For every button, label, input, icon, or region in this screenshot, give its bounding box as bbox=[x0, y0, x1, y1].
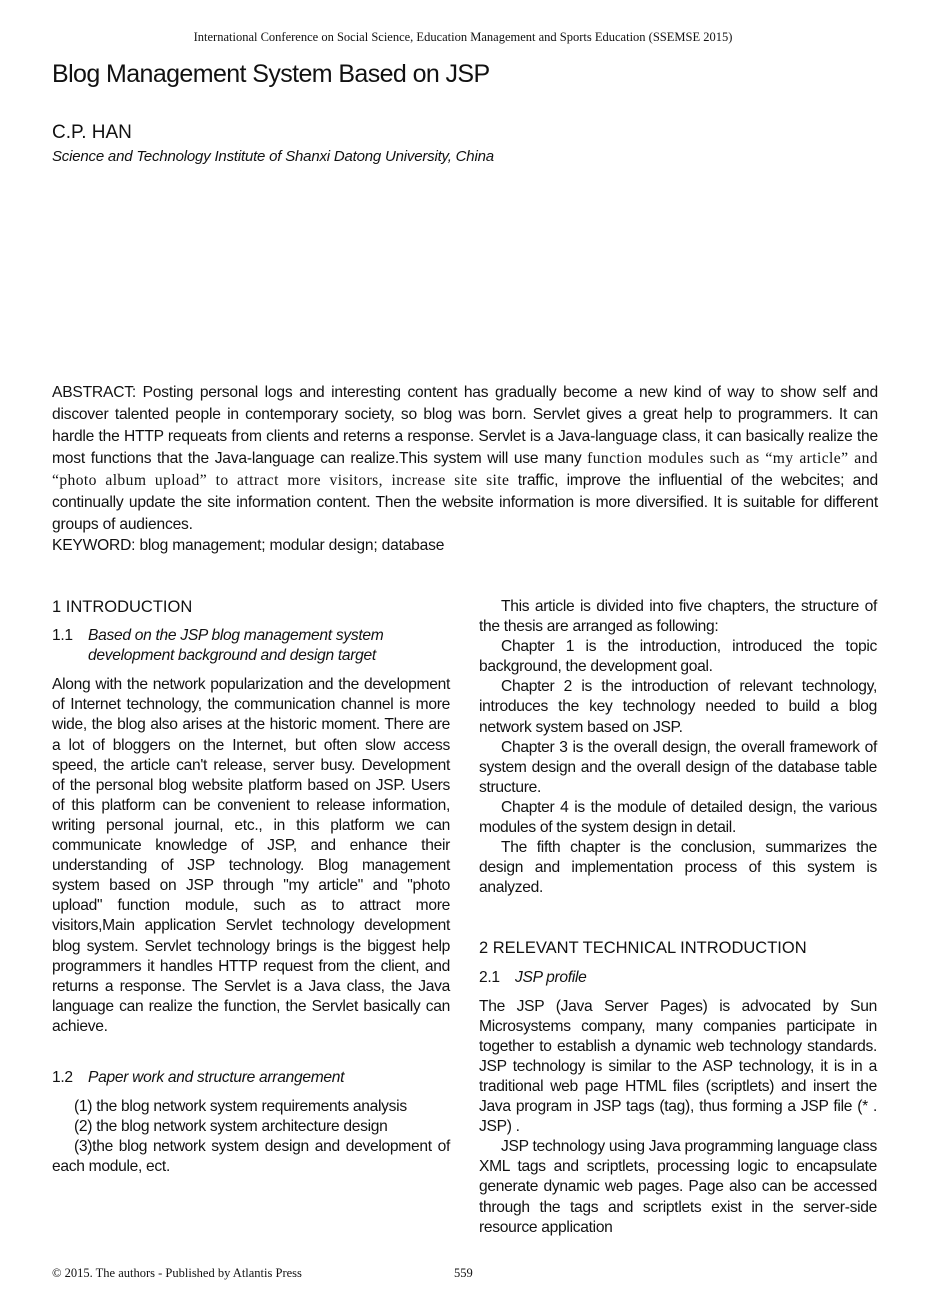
abstract-part-2: function modules such as “my article” and “photo album upload” to attract more visitors, increase site site bbox=[52, 450, 878, 489]
section-heading-relevant-technical: 2 RELEVANT TECHNICAL INTRODUCTION bbox=[479, 939, 807, 958]
subsection-heading-2-1 bbox=[479, 968, 877, 988]
keywords: KEYWORD: blog management; modular design; database bbox=[52, 537, 445, 554]
subsection-number: 2.1 bbox=[479, 968, 500, 986]
paragraph: Chapter 4 is the module of detailed design, the various modules of the system design in detail. bbox=[479, 798, 877, 837]
paragraph: Along with the network popularization and the development of Internet technology, the communication channel is more wide, the blog also arises at the historic moment. There are a lot of bloggers on the Internet, but often slow access speed, the article can't release, server busy. Development of the personal blog website platform based on JSP. Users of this platform can be convenient to release information, writing personal journal, etc., in this platform we can communicate knowledge of JSP, and enhance their understanding of JSP technology. Blog management system based on JSP through "my article" and "photo upload" function module, such as to attract more visitors,Main application Servlet technology development blog system. Servlet technology brings is the biggest help programmers it handles HTTP request from the client, and returns a response. The Servlet is a Java class, the Java language can realize the function, the Servlet basically can achieve. bbox=[52, 676, 450, 1035]
left-column bbox=[52, 597, 450, 1177]
paragraph: Chapter 1 is the introduction, introduced the topic background, the development goal. bbox=[479, 638, 877, 676]
page-number: 559 bbox=[454, 1266, 473, 1280]
section-heading-introduction: 1 INTRODUCTION bbox=[52, 598, 193, 616]
right-column bbox=[479, 597, 877, 1238]
author-affiliation: Science and Technology Institute of Shanxi Datong University, China bbox=[52, 148, 494, 165]
paragraph: This article is divided into five chapters, the structure of the thesis are arranged as following: bbox=[479, 598, 877, 636]
abstract-part-1: ABSTRACT: Posting personal logs and interesting content has gradually become a new kind of way to show self and discover talented people in contemporary society, so blog was born. Servlet gives a great help to programmers. It can hardle the HTTP requeats from clients and reterns a response. Servlet is a Java-language class, it can basically realize the most functions that the Java-language can realize.This system will use many bbox=[52, 384, 878, 467]
abstract-part-3: traffic, improve the influential of the webcites; and continually update the site information content. Then the website information is more diversified. It is suitable for different groups of audiences. bbox=[52, 472, 878, 533]
author-name: C.P. HAN bbox=[52, 122, 132, 143]
subsection-title: JSP profile bbox=[515, 968, 587, 986]
subsection-title: Based on the JSP blog management system development background and design target bbox=[88, 627, 384, 665]
paragraph: Chapter 2 is the introduction of relevant technology, introduces the key technology needed to build a blog network system based on JSP. bbox=[479, 678, 877, 736]
subsection-heading-1-1 bbox=[52, 626, 450, 666]
subsection-title: Paper work and structure arrangement bbox=[88, 1068, 345, 1086]
paragraph: Chapter 3 is the overall design, the overall framework of system design and the overall design of the database table structure. bbox=[479, 738, 877, 796]
conference-header: International Conference on Social Science, Education Management and Sports Education (SSEMSE 2015) bbox=[193, 30, 733, 44]
copyright-footer: © 2015. The authors - Published by Atlantis Press bbox=[52, 1266, 302, 1280]
list-item: (1) the blog network system requirements analysis bbox=[74, 1098, 407, 1116]
paper-title: Blog Management System Based on JSP bbox=[52, 60, 490, 88]
paragraph: JSP technology using Java programming language class XML tags and scriptlets, processing logic to encapsulate generate dynamic web pages. Page also can be accessed through the tags and scriptlets exist in the server-side resource application bbox=[479, 1138, 877, 1236]
subsection-heading-1-2 bbox=[52, 1068, 450, 1088]
subsection-number: 1.2 bbox=[52, 1068, 73, 1086]
paragraph: The fifth chapter is the conclusion, summarizes the design and implementation process of this system is analyzed. bbox=[479, 839, 877, 897]
list-item: (2) the blog network system architecture design bbox=[74, 1118, 388, 1136]
subsection-number: 1.1 bbox=[52, 627, 73, 645]
list-item: (3)the blog network system design and development of each module, ect. bbox=[52, 1138, 450, 1176]
abstract bbox=[52, 382, 878, 536]
paragraph: The JSP (Java Server Pages) is advocated by Sun Microsystems company, many companies participate in together to establish a dynamic web technology standards. JSP technology is similar to the ASP technology, it is in a traditional web page HTML files (scriptlets) and insert the Java program in JSP tags (tag), thus forming a JSP file (* . JSP) . bbox=[479, 997, 877, 1136]
